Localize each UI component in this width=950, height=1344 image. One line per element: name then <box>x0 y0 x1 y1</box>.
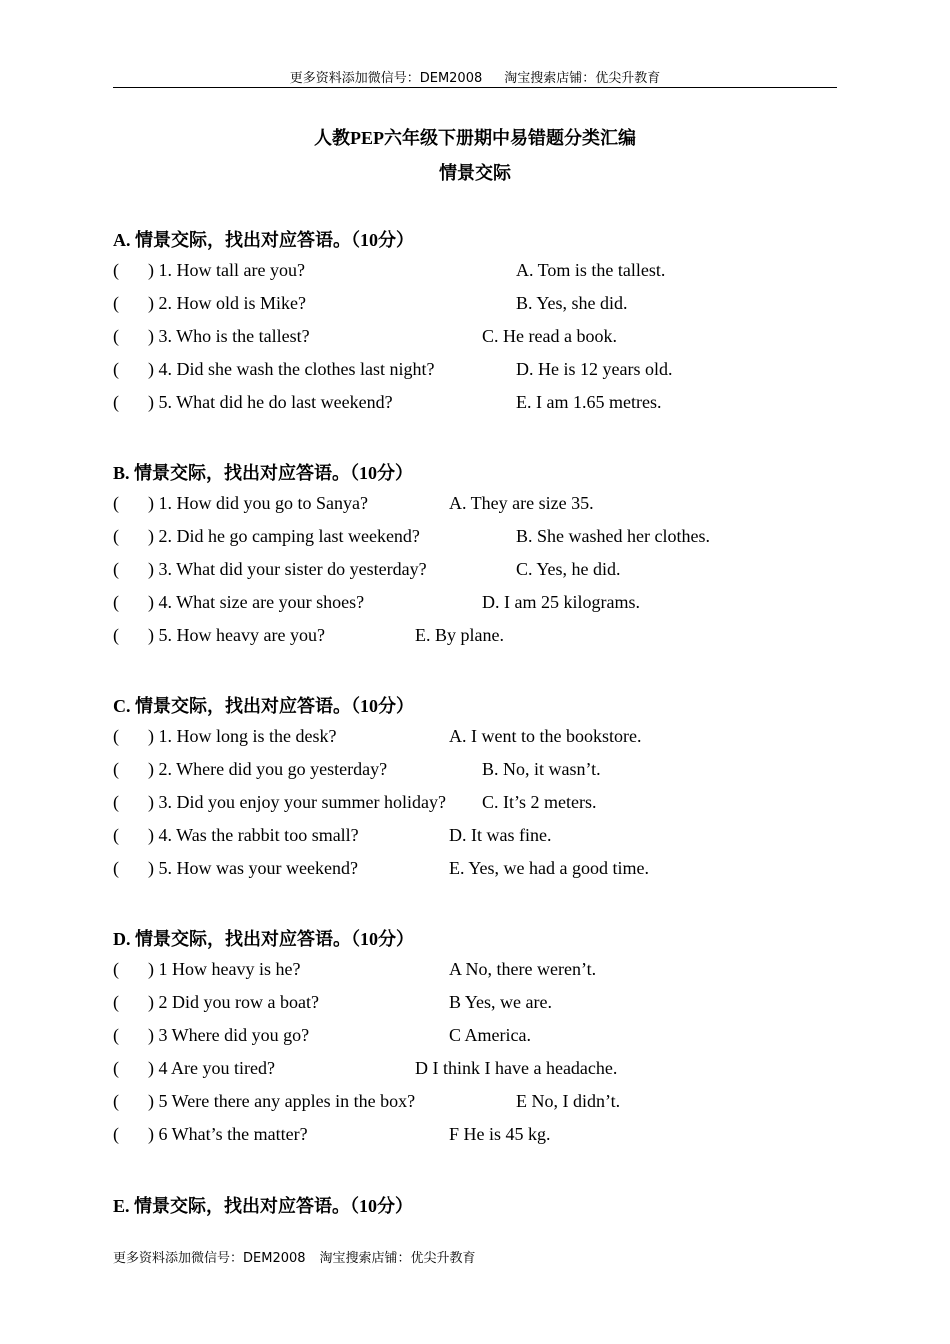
question-text: ) 3. Did you enjoy your summer holiday? <box>148 792 446 812</box>
answer-blank[interactable]: ( <box>113 559 119 579</box>
answer-blank[interactable]: ( <box>113 792 119 812</box>
answer-blank[interactable]: ( <box>113 493 119 513</box>
page-footer <box>113 1247 476 1266</box>
answer-blank[interactable]: ( <box>113 825 119 845</box>
question-text: ) 1. How long is the desk? <box>148 726 337 746</box>
section-heading: A. 情景交际，找出对应答语。（10分） <box>113 230 414 250</box>
question-text: ) 3. Who is the tallest? <box>148 326 310 346</box>
question-text: ) 5. How was your weekend? <box>148 858 358 878</box>
answer-option: B Yes, we are. <box>449 992 552 1012</box>
footer-shop: 淘宝搜索店铺：优尖升教育 <box>319 1251 476 1266</box>
document-subtitle: 情景交际 <box>439 163 511 183</box>
answer-option: C. He read a book. <box>482 326 617 346</box>
answer-option: D I think I have a headache. <box>415 1058 618 1078</box>
answer-blank[interactable]: ( <box>113 1058 119 1078</box>
answer-option: A No, there weren’t. <box>449 959 597 979</box>
question-text: ) 4. Did she wash the clothes last night? <box>148 359 435 379</box>
answer-blank[interactable]: ( <box>113 959 119 979</box>
header-shop: 淘宝搜索店铺：优尖升教育 <box>504 71 661 86</box>
answer-blank[interactable]: ( <box>113 759 119 779</box>
answer-blank[interactable]: ( <box>113 293 119 313</box>
question-text: ) 4. Was the rabbit too small? <box>148 825 359 845</box>
answer-option: D. He is 12 years old. <box>516 359 673 379</box>
answer-option: D. It was fine. <box>449 825 552 845</box>
question-text: ) 3. What did your sister do yesterday? <box>148 559 427 579</box>
answer-blank[interactable]: ( <box>113 526 119 546</box>
question-text: ) 1. How tall are you? <box>148 260 305 280</box>
answer-option: D. I am 25 kilograms. <box>482 592 640 612</box>
answer-option: B. Yes, she did. <box>516 293 628 313</box>
answer-blank[interactable]: ( <box>113 1124 119 1144</box>
question-text: ) 6 What’s the matter? <box>148 1124 308 1144</box>
answer-option: B. No, it wasn’t. <box>482 759 601 779</box>
question-text: ) 3 Where did you go? <box>148 1025 310 1045</box>
question-text: ) 5. What did he do last weekend? <box>148 392 393 412</box>
answer-option: C. It’s 2 meters. <box>482 792 597 812</box>
answer-blank[interactable]: ( <box>113 326 119 346</box>
question-text: ) 2. Did he go camping last weekend? <box>148 526 420 546</box>
answer-blank[interactable]: ( <box>113 359 119 379</box>
section-heading: D. 情景交际，找出对应答语。（10分） <box>113 929 414 949</box>
answer-blank[interactable]: ( <box>113 1091 119 1111</box>
answer-option: E. I am 1.65 metres. <box>516 392 662 412</box>
question-text: ) 2. Where did you go yesterday? <box>148 759 388 779</box>
answer-option: B. She washed her clothes. <box>516 526 710 546</box>
answer-blank[interactable]: ( <box>113 260 119 280</box>
answer-option: A. They are size 35. <box>449 493 594 513</box>
question-text: ) 1. How did you go to Sanya? <box>148 493 368 513</box>
answer-option: E No, I didn’t. <box>516 1091 621 1111</box>
answer-blank[interactable]: ( <box>113 592 119 612</box>
question-text: ) 4 Are you tired? <box>148 1058 275 1078</box>
section-heading: C. 情景交际，找出对应答语。（10分） <box>113 696 414 716</box>
answer-option: C America. <box>449 1025 531 1045</box>
question-text: ) 4. What size are your shoes? <box>148 592 365 612</box>
answer-blank[interactable]: ( <box>113 1025 119 1045</box>
answer-option: C. Yes, he did. <box>516 559 621 579</box>
section-heading: B. 情景交际，找出对应答语。（10分） <box>113 463 414 483</box>
answer-option: E. Yes, we had a good time. <box>449 858 649 878</box>
question-text: ) 2. How old is Mike? <box>148 293 306 313</box>
answer-option: E. By plane. <box>415 625 504 645</box>
document-title: 人教PEP六年级下册期中易错题分类汇编 <box>314 128 636 148</box>
question-text: ) 2 Did you row a boat? <box>148 992 319 1012</box>
answer-option: F He is 45 kg. <box>449 1124 551 1144</box>
footer-wechat: 更多资料添加微信号：DEM2008 <box>113 1251 306 1266</box>
page-header <box>0 67 950 86</box>
question-text: ) 5 Were there any apples in the box? <box>148 1091 416 1111</box>
question-text: ) 5. How heavy are you? <box>148 625 325 645</box>
answer-blank[interactable]: ( <box>113 992 119 1012</box>
section-heading: E. 情景交际，找出对应答语。（10分） <box>113 1196 414 1216</box>
answer-option: A. I went to the bookstore. <box>449 726 642 746</box>
answer-blank[interactable]: ( <box>113 625 119 645</box>
answer-blank[interactable]: ( <box>113 858 119 878</box>
answer-blank[interactable]: ( <box>113 392 119 412</box>
answer-blank[interactable]: ( <box>113 726 119 746</box>
question-text: ) 1 How heavy is he? <box>148 959 301 979</box>
answer-option: A. Tom is the tallest. <box>516 260 666 280</box>
header-rule <box>113 87 837 88</box>
header-wechat: 更多资料添加微信号：DEM2008 <box>289 71 483 86</box>
